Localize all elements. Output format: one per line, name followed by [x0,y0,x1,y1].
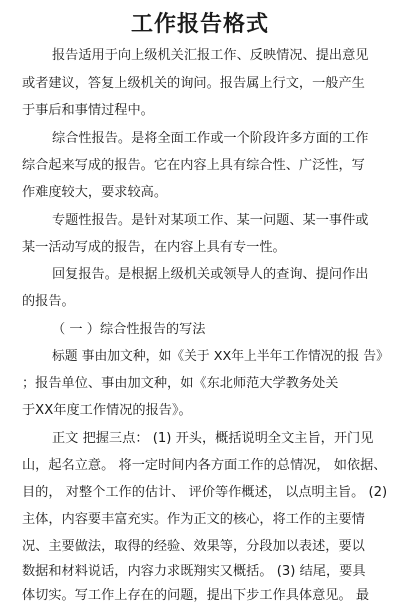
paragraph-line: 综合性报告。是将全面工作或一个阶段许多方面的工作 [52,131,369,146]
paragraph-line: 山，起名立意。 将一定时间内各方面工作的总情况， 如依据、 [22,458,387,473]
document-title: 工作报告格式 [130,12,269,37]
paragraph-line: 标题 事由加文种，如《关于 XX年上半年工作情况的报 告》 [52,349,389,364]
paragraph-line: 于XX年度工作情况的报告》。 [22,403,192,418]
paragraph-line: 主体，内容要丰富充实。作为正文的核心，将工作的主要情 [22,512,365,527]
section-heading: （ 一 ）综合性报告的写法 [52,322,206,337]
paragraph-line: 专题性报告。是针对某项工作、某一问题、某一事件或 [52,213,369,228]
paragraph-line: 数据和材料说话，内容力求既翔实又概括。 (3) 结尾，要具 [22,564,366,579]
paragraph-line: 况、主要做法，取得的经验、效果等，分段加以表述，要以 [22,539,365,554]
paragraph-line: 某一活动写成的报告，在内容上具有专一性。 [22,240,286,255]
paragraph-line: 报告适用于向上级机关汇报工作、反映情况、提出意见 [52,48,369,63]
paragraph-line: 正文 把握三点： (1) 开头，概括说明全文主旨，开门见 [52,431,374,446]
paragraph-line: 体切实。写工作上存在的问题，提出下步工作具体意见。 最 [22,588,370,603]
paragraph-line: 的报告。 [22,294,75,309]
paragraph-line: 目的， 对整个工作的估计、 评价等作概述， 以点明主旨。 (2) [22,485,388,500]
paragraph-line: 或者建议，答复上级机关的询问。报告属上行文，一般产生 [22,76,365,91]
paragraph-line: 于事后和事情过程中。 [22,103,154,118]
paragraph-line: ；报告单位、事由加文种，如《东北师范大学教务处关 [22,376,339,391]
paragraph-line: 回复报告。是根据上级机关或领导人的查询、提问作出 [52,267,369,282]
paragraph-line: 作难度较大，要求较高。 [22,185,168,200]
paragraph-line: 综合起来写成的报告。它在内容上具有综合性、广泛性，写 [22,158,365,173]
